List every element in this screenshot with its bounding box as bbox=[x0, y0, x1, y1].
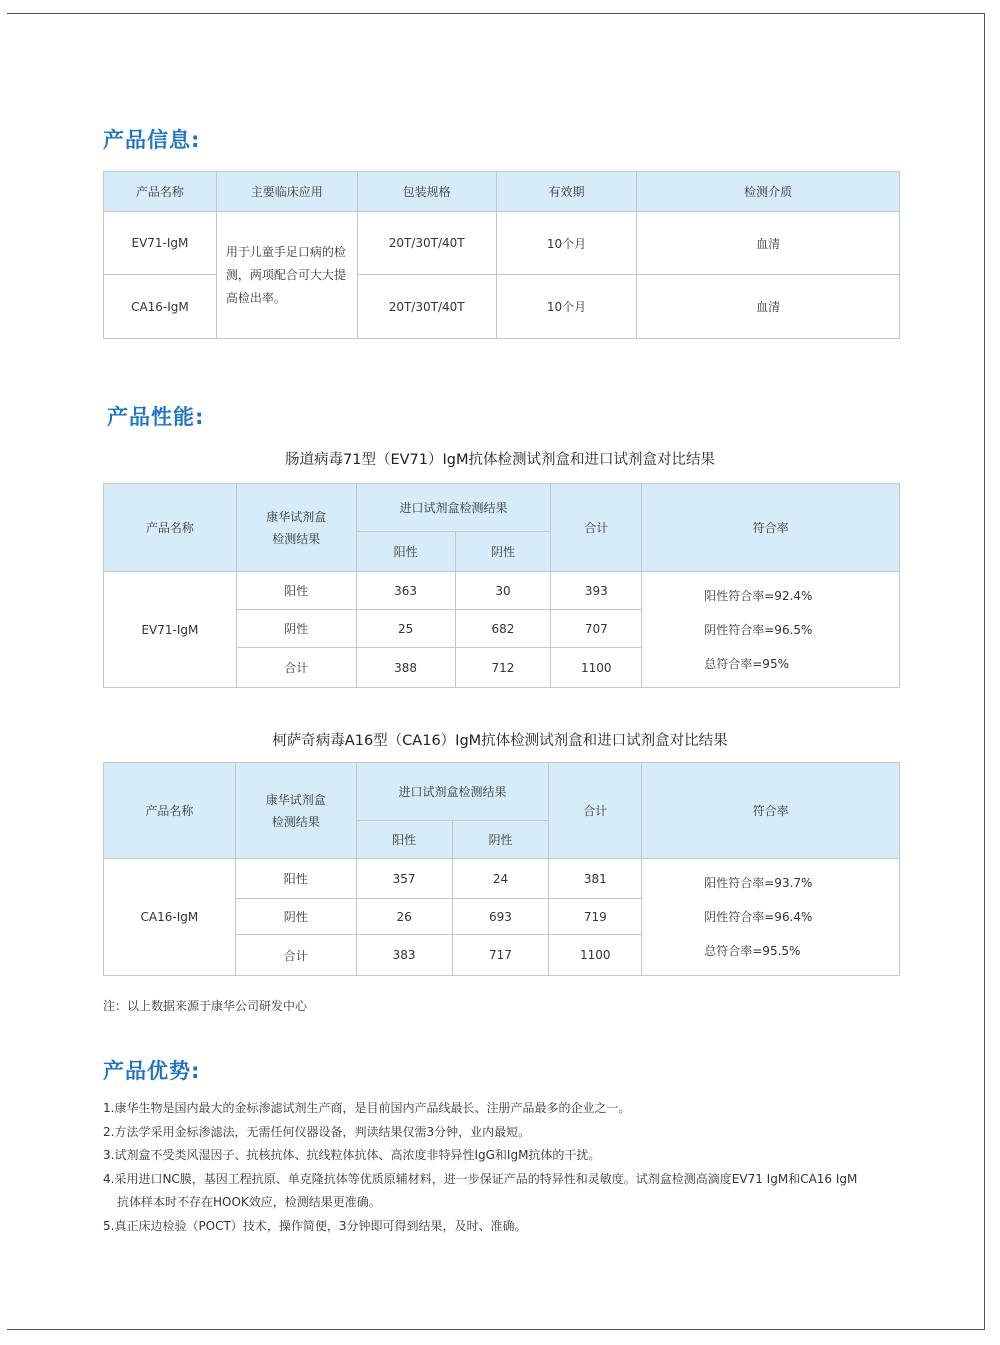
section-title-advantages: 产品优势: bbox=[103, 1059, 201, 1083]
header-positive: 阳性 bbox=[356, 821, 452, 859]
total-rate: 总符合率=95% bbox=[704, 656, 789, 671]
total-rate: 总符合率=95.5% bbox=[704, 944, 801, 958]
product-name-cell: EV71-IgM bbox=[104, 212, 217, 275]
negative-value: 30 bbox=[455, 572, 551, 610]
section-title-info: 产品信息: bbox=[103, 128, 201, 152]
list-item: 3.试剂盒不受类风湿因子、抗核抗体、抗线粒体抗体、高浓度非特异性IgG和IgM抗体的干扰。 bbox=[103, 1148, 601, 1162]
product-name-cell: CA16-IgM bbox=[104, 859, 236, 976]
product-info-table bbox=[103, 171, 900, 339]
validity-cell: 10个月 bbox=[496, 275, 637, 339]
negative-value: 693 bbox=[452, 899, 549, 935]
ca16-comparison-table bbox=[103, 762, 900, 976]
row-label: 阳性 bbox=[236, 572, 356, 610]
header-agreement-rate: 符合率 bbox=[642, 763, 900, 859]
medium-cell: 血清 bbox=[637, 275, 900, 339]
total-value: 393 bbox=[551, 572, 642, 610]
header-agreement-rate: 符合率 bbox=[642, 484, 900, 572]
header-kanghua-result: 康华试剂盒检测结果 bbox=[235, 763, 356, 859]
ev71-comparison-title: 肠道病毒71型（EV71）IgM抗体检测试剂盒和进口试剂盒对比结果 bbox=[285, 452, 715, 468]
header-total: 合计 bbox=[549, 763, 642, 859]
header-product-name: 产品名称 bbox=[104, 763, 236, 859]
positive-value: 383 bbox=[356, 935, 452, 976]
header-positive: 阳性 bbox=[356, 532, 455, 572]
total-value: 707 bbox=[551, 610, 642, 648]
negative-value: 24 bbox=[452, 859, 549, 899]
package-cell: 20T/30T/40T bbox=[357, 212, 496, 275]
positive-value: 388 bbox=[356, 648, 455, 688]
data-source-note: 注：以上数据来源于康华公司研发中心 bbox=[103, 999, 308, 1013]
table-row bbox=[104, 572, 900, 610]
header-negative: 阴性 bbox=[455, 532, 551, 572]
ev71-comparison-table bbox=[103, 483, 900, 688]
agreement-rates-cell bbox=[642, 572, 900, 688]
section-title-performance: 产品性能: bbox=[107, 405, 205, 429]
positive-value: 363 bbox=[356, 572, 455, 610]
header-package: 包装规格 bbox=[357, 172, 496, 212]
medium-cell: 血清 bbox=[637, 212, 900, 275]
positive-rate: 阳性符合率=93.7% bbox=[704, 876, 813, 890]
total-value: 719 bbox=[549, 899, 642, 935]
negative-rate: 阴性符合率=96.4% bbox=[704, 910, 813, 924]
list-item-continuation: 抗体样本时不存在HOOK效应，检测结果更准确。 bbox=[117, 1195, 381, 1209]
list-item: 1.康华生物是国内最大的金标渗滤试剂生产商，是目前国内产品线最长、注册产品最多的企业之一。 bbox=[103, 1101, 631, 1115]
negative-value: 712 bbox=[455, 648, 551, 688]
product-name-cell: EV71-IgM bbox=[104, 572, 237, 688]
header-product-name: 产品名称 bbox=[104, 484, 237, 572]
negative-value: 717 bbox=[452, 935, 549, 976]
row-label: 合计 bbox=[236, 648, 356, 688]
table-row bbox=[104, 859, 900, 899]
table-row bbox=[104, 212, 900, 275]
advantages-list bbox=[103, 1097, 913, 1238]
header-medium: 检测介质 bbox=[637, 172, 900, 212]
positive-rate: 阳性符合率=92.4% bbox=[704, 588, 813, 603]
list-item: 5.真正床边检验（POCT）技术，操作简便，3分钟即可得到结果，及时、准确。 bbox=[103, 1218, 527, 1233]
positive-value: 357 bbox=[356, 859, 452, 899]
list-item: 2.方法学采用金标渗滤法，无需任何仪器设备，判读结果仅需3分钟，业内最短。 bbox=[103, 1124, 531, 1139]
validity-cell: 10个月 bbox=[496, 212, 637, 275]
header-total: 合计 bbox=[551, 484, 642, 572]
header-product-name: 产品名称 bbox=[104, 172, 217, 212]
total-value: 381 bbox=[549, 859, 642, 899]
header-validity: 有效期 bbox=[496, 172, 637, 212]
header-clinical-use: 主要临床应用 bbox=[216, 172, 357, 212]
header-kanghua-result: 康华试剂盒检测结果 bbox=[236, 484, 356, 572]
total-value: 1100 bbox=[549, 935, 642, 976]
header-import-result: 进口试剂盒检测结果 bbox=[356, 763, 549, 821]
row-label: 阳性 bbox=[235, 859, 356, 899]
row-label: 合计 bbox=[235, 935, 356, 976]
agreement-rates-cell bbox=[642, 859, 900, 976]
negative-value: 682 bbox=[455, 610, 551, 648]
header-negative: 阴性 bbox=[452, 821, 549, 859]
row-label: 阴性 bbox=[235, 899, 356, 935]
positive-value: 26 bbox=[356, 899, 452, 935]
total-value: 1100 bbox=[551, 648, 642, 688]
package-cell: 20T/30T/40T bbox=[357, 275, 496, 339]
clinical-use-cell: 用于儿童手足口病的检测，两项配合可大大提高检出率。 bbox=[216, 212, 357, 339]
row-label: 阴性 bbox=[236, 610, 356, 648]
header-import-result: 进口试剂盒检测结果 bbox=[356, 484, 551, 532]
ca16-comparison-title: 柯萨奇病毒A16型（CA16）IgM抗体检测试剂盒和进口试剂盒对比结果 bbox=[272, 733, 728, 749]
positive-value: 25 bbox=[356, 610, 455, 648]
product-name-cell: CA16-IgM bbox=[104, 275, 217, 339]
list-item: 4.采用进口NC膜，基因工程抗原、单克隆抗体等优质原辅材料，进一步保证产品的特异性和灵敏度。试剂盒检测高滴度EV71 IgM和CA16 IgM bbox=[103, 1171, 858, 1186]
negative-rate: 阴性符合率=96.5% bbox=[704, 622, 813, 637]
